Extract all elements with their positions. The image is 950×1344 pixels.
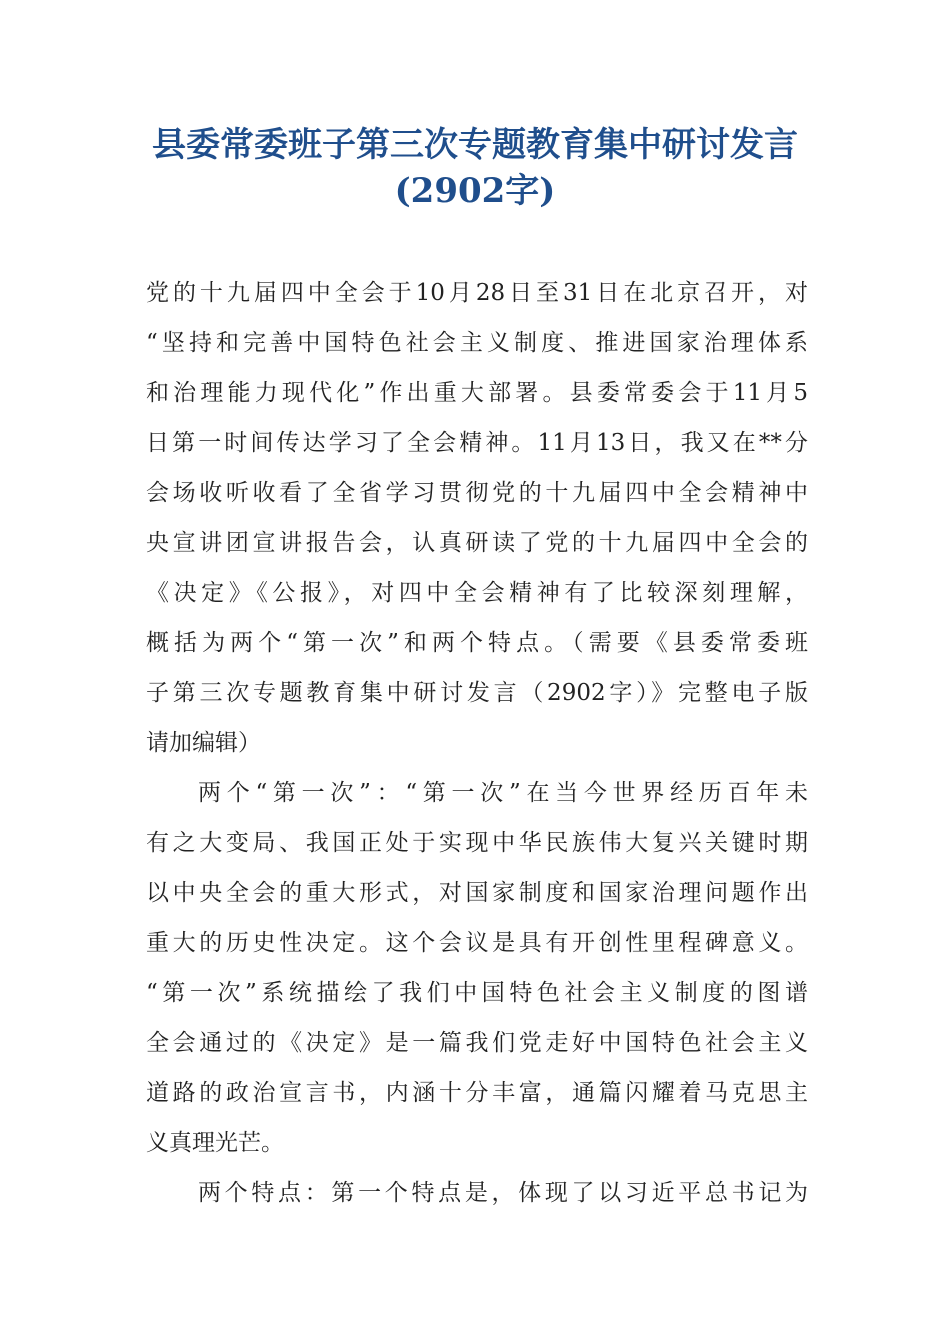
title-line: (2902字) xyxy=(394,171,556,211)
document-body xyxy=(146,268,808,1218)
body-line: 义真理光芒。 xyxy=(146,1130,284,1156)
body-line: 会场收听收看了全省学习贯彻党的十九届四中全会精神中 xyxy=(146,480,808,506)
body-line: 日第一时间传达学习了全会精神。11月13日，我又在**分 xyxy=(146,430,808,456)
body-line: 央宣讲团宣讲报告会，认真研读了党的十九届四中全会的 xyxy=(146,530,808,556)
body-line: 两个“第一次”：“第一次”在当今世界经历百年未 xyxy=(198,780,808,806)
body-line: 有之大变局、我国正处于实现中华民族伟大复兴关键时期 xyxy=(146,830,808,856)
body-line: 和治理能力现代化”作出重大部署。县委常委会于11月5 xyxy=(146,380,808,406)
document-title xyxy=(100,122,850,214)
body-line: 重大的历史性决定。这个会议是具有开创性里程碑意义。 xyxy=(146,930,808,956)
body-line: 请加编辑） xyxy=(146,730,261,756)
body-line: 全会通过的《决定》是一篇我们党走好中国特色社会主义 xyxy=(146,1030,808,1056)
body-line: 子第三次专题教育集中研讨发言（2902字）》完整电子版 xyxy=(146,680,808,706)
body-line: “坚持和完善中国特色社会主义制度、推进国家治理体系 xyxy=(146,330,808,356)
body-line: 概括为两个“第一次”和两个特点。（需要《县委常委班 xyxy=(146,630,808,656)
body-line: 道路的政治宣言书，内涵十分丰富，通篇闪耀着马克思主 xyxy=(146,1080,808,1106)
body-line: 党的十九届四中全会于10月28日至31日在北京召开，对 xyxy=(146,280,808,306)
body-line: 两个特点：第一个特点是，体现了以习近平总书记为 xyxy=(198,1180,808,1206)
body-line: “第一次”系统描绘了我们中国特色社会主义制度的图谱 xyxy=(146,980,808,1006)
body-line: 以中央全会的重大形式，对国家制度和国家治理问题作出 xyxy=(146,880,808,906)
title-line: 县委常委班子第三次专题教育集中研讨发言 xyxy=(152,125,798,165)
body-line: 《决定》《公报》，对四中全会精神有了比较深刻理解， xyxy=(146,580,808,606)
